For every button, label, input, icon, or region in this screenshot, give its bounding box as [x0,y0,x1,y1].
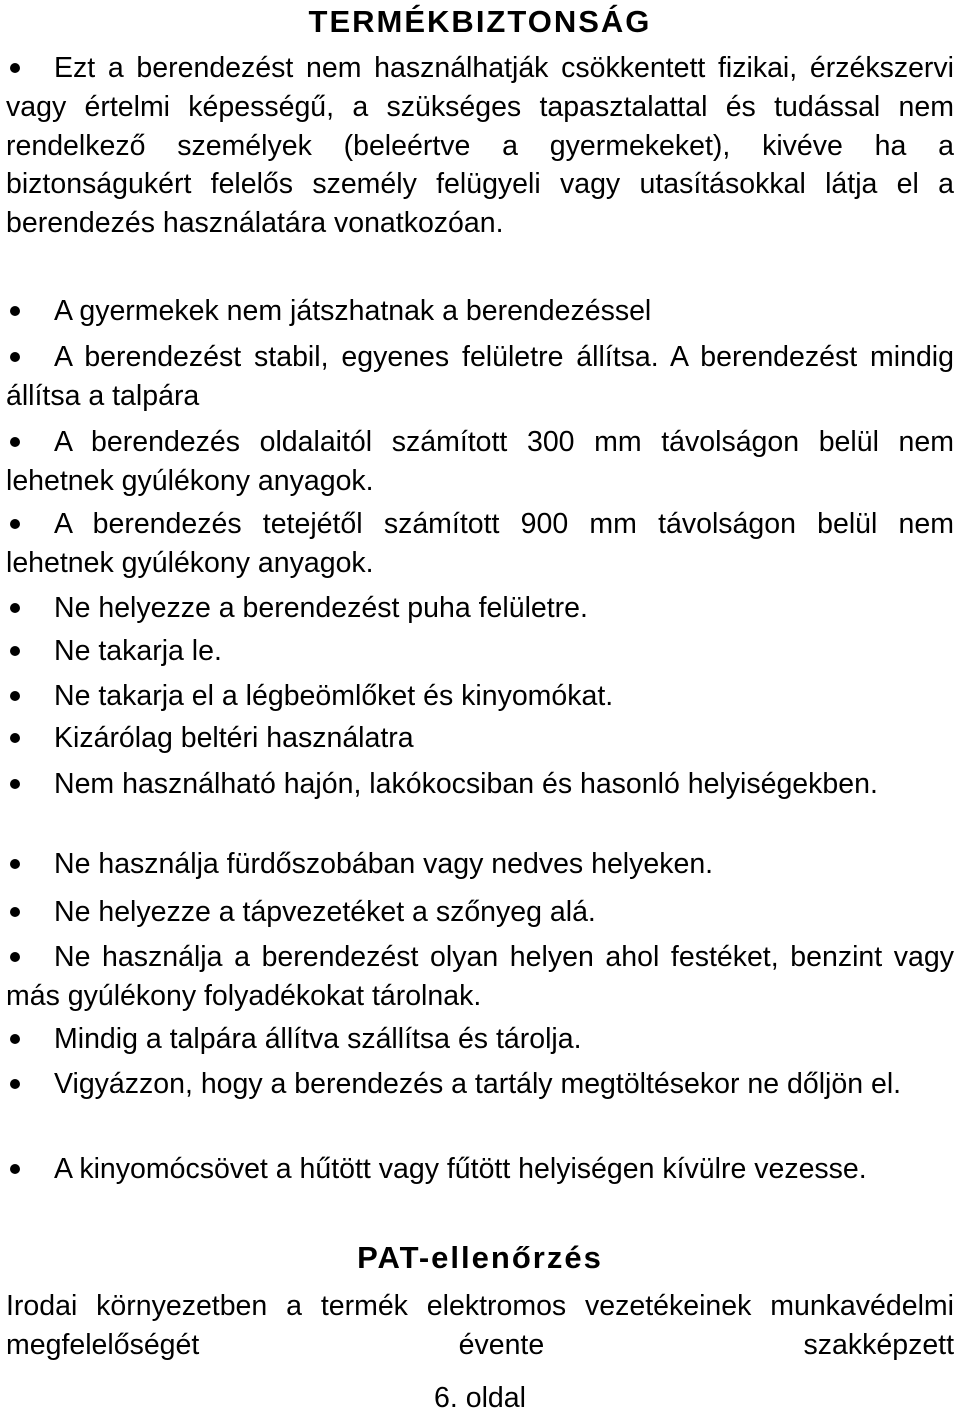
page-number: 6. oldal [434,1382,526,1414]
bullet-icon [6,423,54,461]
section-title-pat-check: PAT-ellenőrzés [357,1240,603,1275]
list-item-text: Mindig a talpára állítva szállítsa és tárolja. [54,1023,582,1055]
list-item-text: A berendezés oldalaitól számított 300 mm távolságon belül nem lehetnek gyúlékony anyagok. [6,426,954,497]
list-item-text: A gyermekek nem játszhatnak a berendezéssel [54,295,652,327]
bullet-icon [6,632,54,670]
list-item [6,677,954,716]
list-item [6,1150,954,1189]
list-item [6,1020,954,1059]
list-item [6,505,954,583]
list-item [6,845,954,884]
list-item-text: Vigyázzon, hogy a berendezés a tartály megtöltésekor ne dőljön el. [54,1068,902,1100]
list-item-text: Ezt a berendezést nem használhatják csökkentett fizikai, érzékszervi vagy értelmi képességű, a szükséges tapasztalattal és tudással nem rendelkező személyek (beleértve a gyermekeket), kivéve ha a biztonságukért felelős személy felügyeli vagy utasításokkal látja el a berendezés használatára vonatkozóan. [6,52,954,240]
list-item-text: Kizárólag beltéri használatra [54,722,414,754]
bullet-icon [6,338,54,376]
list-item [6,292,954,331]
list-item-text: Ne használja a berendezést olyan helyen ahol festéket, benzint vagy más gyúlékony folyadékokat tárolnak. [6,941,954,1012]
list-item [6,49,954,243]
list-item-text: A berendezést stabil, egyenes felületre állítsa. A berendezést mindig állítsa a talpára [6,341,954,412]
list-item-text: Ne takarja le. [54,635,222,667]
list-item [6,765,954,804]
bullet-icon [6,49,54,87]
bullet-icon [6,677,54,715]
bullet-icon [6,1065,54,1103]
bullet-icon [6,505,54,543]
list-item-text: Ne takarja el a légbeömlőket és kinyomókat. [54,680,614,712]
bullet-icon [6,765,54,803]
bullet-icon [6,938,54,976]
bullet-icon [6,589,54,627]
bullet-icon [6,719,54,757]
list-item [6,632,954,671]
bullet-icon [6,893,54,931]
list-item-text: Ne használja fürdőszobában vagy nedves helyeken. [54,848,714,880]
list-item-text: A berendezés tetejétől számított 900 mm távolságon belül nem lehetnek gyúlékony anyagok. [6,508,954,579]
list-item [6,938,954,1016]
section-title-product-safety: TERMÉKBIZTONSÁG [308,4,652,39]
bullet-icon [6,845,54,883]
bullet-icon [6,1020,54,1058]
bullet-icon [6,292,54,330]
list-item-text: Nem használható hajón, lakókocsiban és hasonló helyiségekben. [54,768,878,800]
list-item [6,1065,954,1104]
list-item [6,423,954,501]
list-item-text: Ne helyezze a tápvezetéket a szőnyeg alá. [54,896,596,928]
pat-paragraph: Irodai környezetben a termék elektromos vezetékeinek munkavédelmi megfelelőségét évente szakképzett [6,1290,954,1361]
list-item [6,893,954,932]
list-item [6,338,954,416]
bullet-icon [6,1150,54,1188]
list-item [6,719,954,758]
list-item-text: A kinyomócsövet a hűtött vagy fűtött helyiségen kívülre vezesse. [54,1153,867,1185]
list-item [6,589,954,628]
list-item-text: Ne helyezze a berendezést puha felületre. [54,592,588,624]
